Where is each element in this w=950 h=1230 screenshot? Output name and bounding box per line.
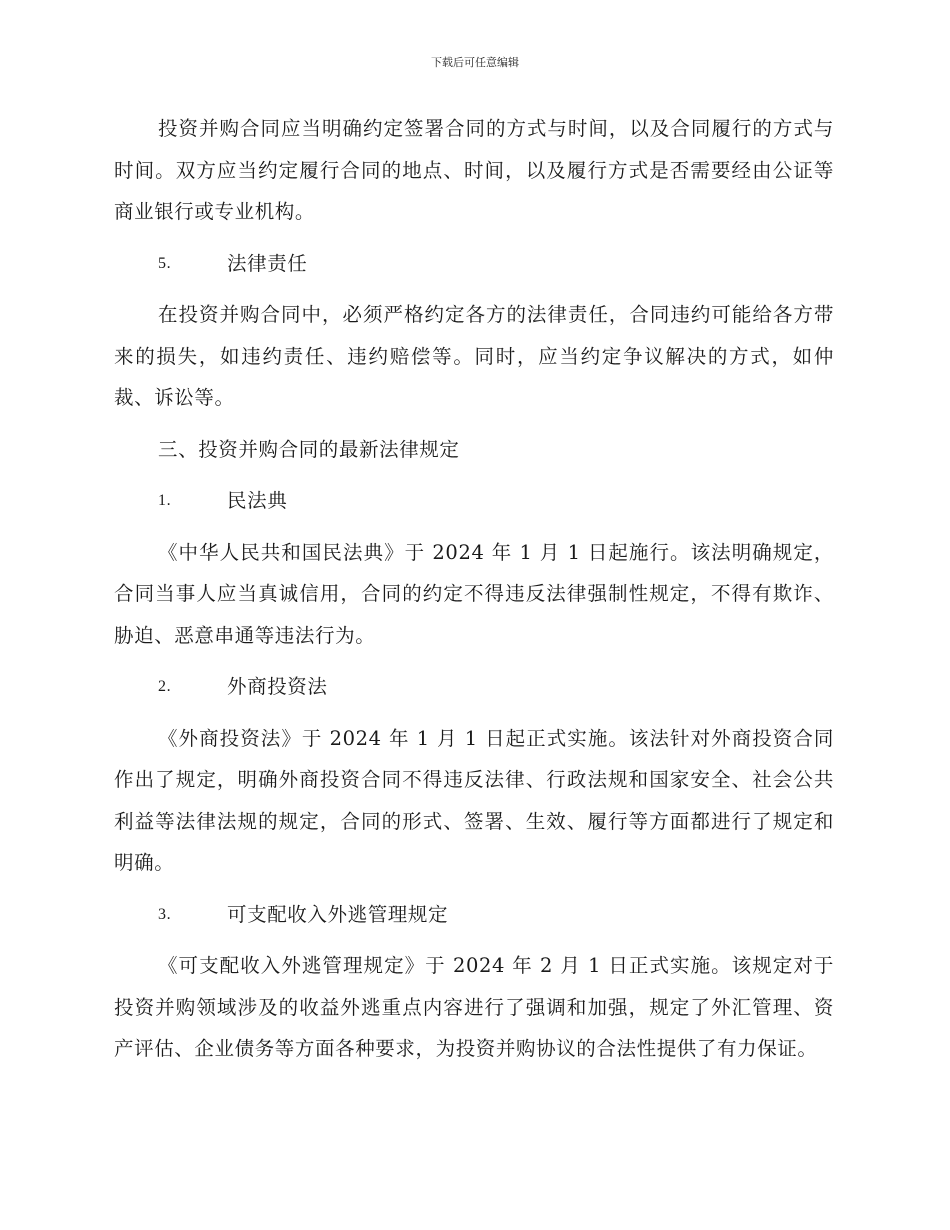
list-number: 3.: [158, 905, 172, 923]
paragraph-legal-liability: 在投资并购合同中，必须严格约定各方的法律责任，合同违约可能给各方带来的损失，如违约责任、违约赔偿等。同时，应当约定争议解决的方式，如仲裁、诉讼等。: [114, 303, 834, 409]
paragraph-contract-signing: 投资并购合同应当明确约定签署合同的方式与时间，以及合同履行的方式与时间。双方应当约定履行合同的地点、时间，以及履行方式是否需要经由公证等商业银行或专业机构。: [114, 117, 834, 223]
page-header: 下载后可任意编辑: [431, 56, 519, 69]
list-item-income-outflow-rules: [114, 894, 834, 936]
list-item-civil-code: [114, 480, 834, 522]
list-title: 法律责任: [227, 251, 308, 275]
section-heading: 三、投资并购合同的最新法律规定: [158, 437, 460, 461]
paragraph-civil-code: 《中华人民共和国民法典》于 2024 年 1 月 1 日起施行。该法明确规定，合同当事人应当真诚信用，合同的约定不得违反法律强制性规定，不得有欺诈、胁迫、恶意串通等违法行为。: [114, 540, 834, 647]
paragraph-foreign-investment-law: 《外商投资法》于 2024 年 1 月 1 日起正式实施。该法针对外商投资合同作出了规定，明确外商投资合同不得违反法律、行政法规和国家安全、社会公共利益等法律法规的规定，合同的形式、签署、生效、履行等方面都进行了规定和明确。: [114, 726, 834, 874]
list-number: 2.: [158, 678, 172, 695]
paragraph-income-outflow-rules: 《可支配收入外逃管理规定》于 2024 年 2 月 1 日正式实施。该规定对于投资并购领域涉及的收益外逃重点内容进行了强调和加强，规定了外汇管理、资产评估、企业债务等方面各种要求，为投资并购协议的合法性提供了有力保证。: [114, 954, 834, 1060]
list-item-legal-liability: [114, 243, 834, 285]
list-number: 1.: [158, 492, 172, 509]
list-item-foreign-investment-law: [114, 666, 834, 708]
list-number: 5.: [158, 254, 172, 272]
list-title: 外商投资法: [227, 675, 328, 698]
list-title: 可支配收入外逃管理规定: [227, 902, 449, 926]
document-body: [114, 108, 834, 1070]
list-title: 民法典: [227, 489, 288, 512]
